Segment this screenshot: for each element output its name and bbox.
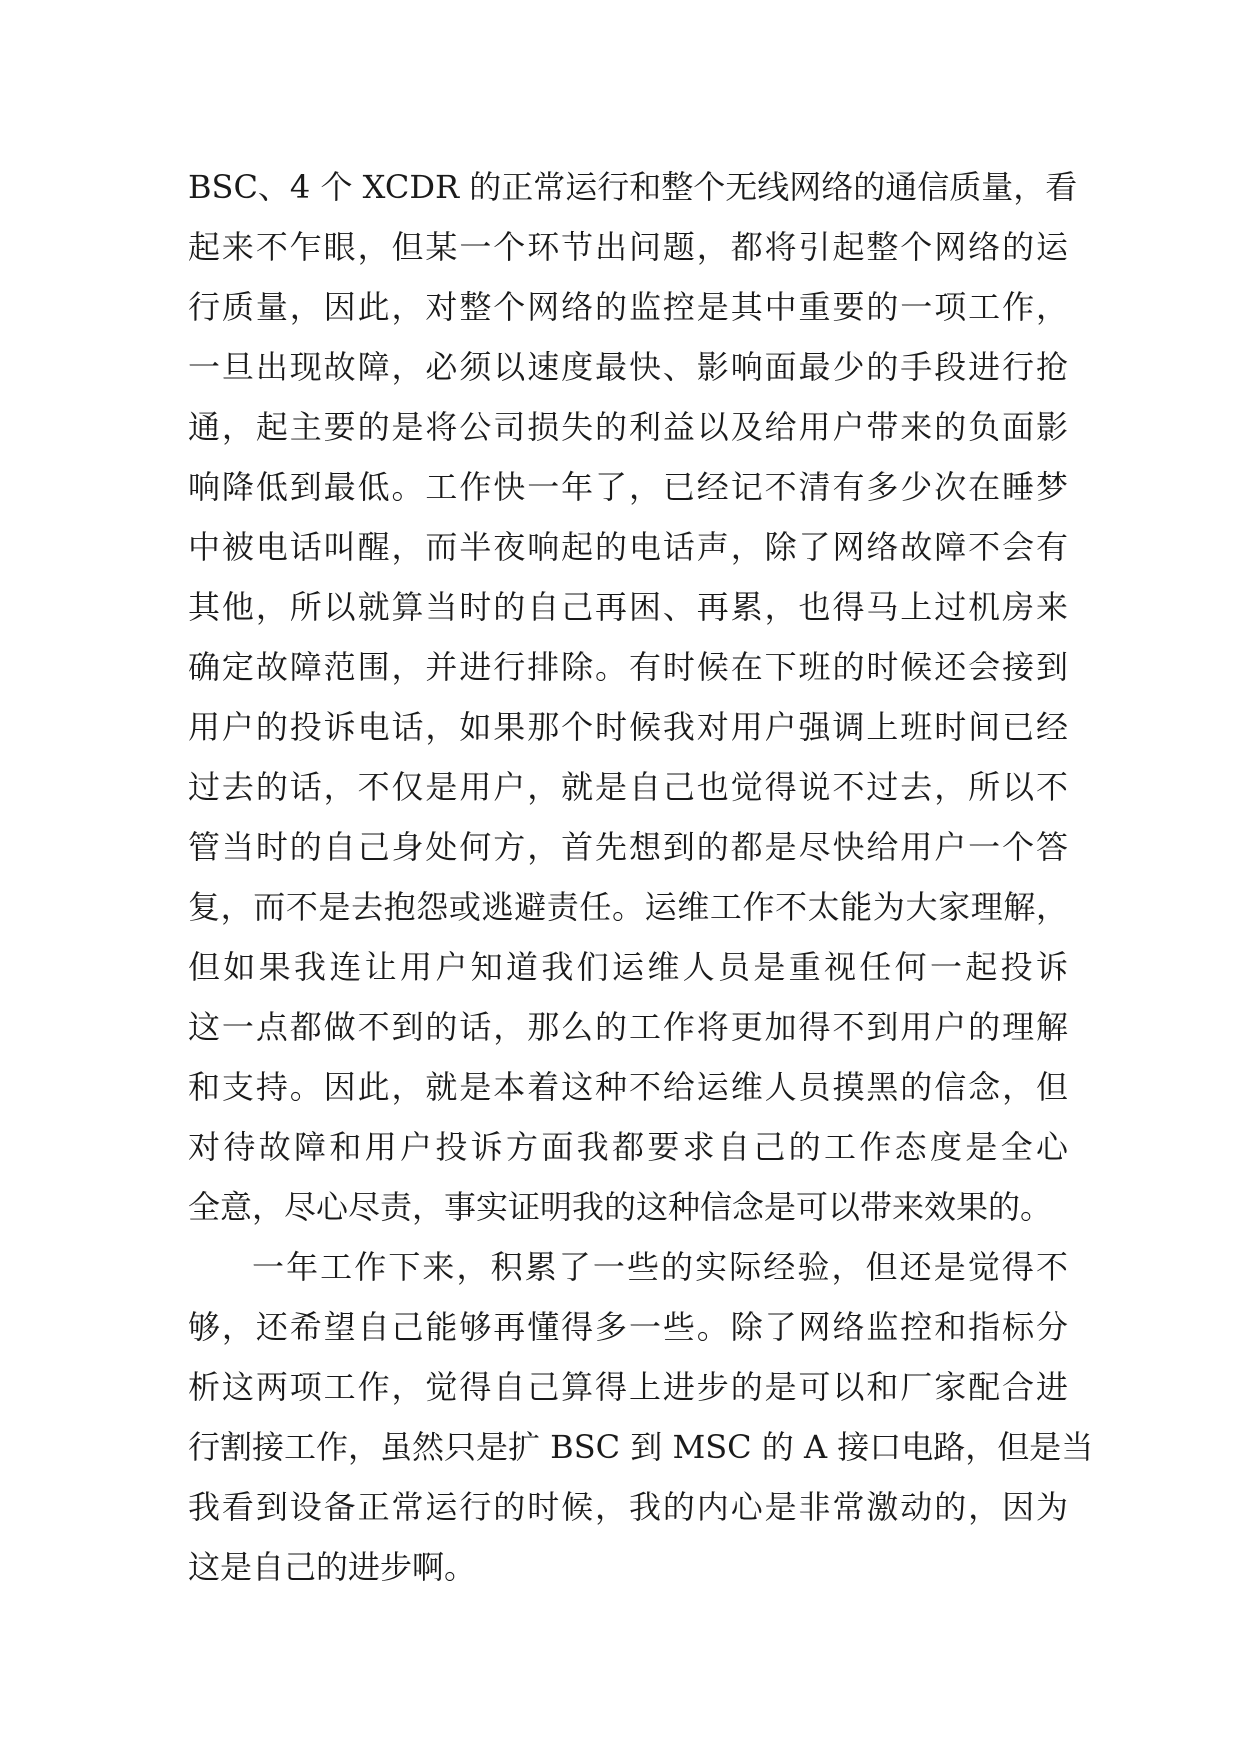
text-line: 一旦出现故障，必须以速度最快、影响面最少的手段进行抢 — [188, 348, 1068, 386]
text-line: 中被电话叫醒，而半夜响起的电话声，除了网络故障不会有 — [188, 528, 1068, 566]
text-line: 确定故障范围，并进行排除。有时候在下班的时候还会接到 — [188, 648, 1068, 686]
text-line: 响降低到最低。工作快一年了，已经记不清有多少次在睡梦 — [188, 468, 1068, 506]
paragraph-start-line: 一年工作下来，积累了一些的实际经验，但还是觉得不 — [252, 1248, 1068, 1286]
text-line: 行割接工作，虽然只是扩 BSC 到 MSC 的 A 接口电路，但是当 — [188, 1428, 1094, 1466]
text-line: 管当时的自己身处何方，首先想到的都是尽快给用户一个答 — [188, 828, 1068, 866]
text-line: 通，起主要的是将公司损失的利益以及给用户带来的负面影 — [188, 408, 1068, 446]
text-line: 这是自己的进步啊。 — [188, 1548, 477, 1586]
text-line: 对待故障和用户投诉方面我都要求自己的工作态度是全心 — [188, 1128, 1068, 1166]
text-line: 全意，尽心尽责，事实证明我的这种信念是可以带来效果的。 — [188, 1188, 1053, 1226]
text-line: 复，而不是去抱怨或逃避责任。运维工作不太能为大家理解， — [188, 888, 1068, 926]
text-line: 过去的话，不仅是用户，就是自己也觉得说不过去，所以不 — [188, 768, 1068, 806]
text-line: 其他，所以就算当时的自己再困、再累，也得马上过机房来 — [188, 588, 1068, 626]
text-line: 够，还希望自己能够再懂得多一些。除了网络监控和指标分 — [188, 1308, 1068, 1346]
text-line: 和支持。因此，就是本着这种不给运维人员摸黑的信念，但 — [188, 1068, 1068, 1106]
text-line: 行质量，因此，对整个网络的监控是其中重要的一项工作， — [188, 288, 1068, 326]
text-line: 起来不乍眼，但某一个环节出问题，都将引起整个网络的运 — [188, 228, 1068, 266]
body-text — [188, 157, 1094, 1597]
text-line: 但如果我连让用户知道我们运维人员是重视任何一起投诉 — [188, 948, 1068, 986]
text-line: 这一点都做不到的话，那么的工作将更加得不到用户的理解 — [188, 1008, 1068, 1046]
text-line: 我看到设备正常运行的时候，我的内心是非常激动的，因为 — [188, 1488, 1068, 1526]
text-line: 用户的投诉电话，如果那个时候我对用户强调上班时间已经 — [188, 708, 1068, 746]
text-line: BSC、4 个 XCDR 的正常运行和整个无线网络的通信质量，看 — [188, 168, 1078, 206]
text-line: 析这两项工作，觉得自己算得上进步的是可以和厂家配合进 — [188, 1368, 1068, 1406]
